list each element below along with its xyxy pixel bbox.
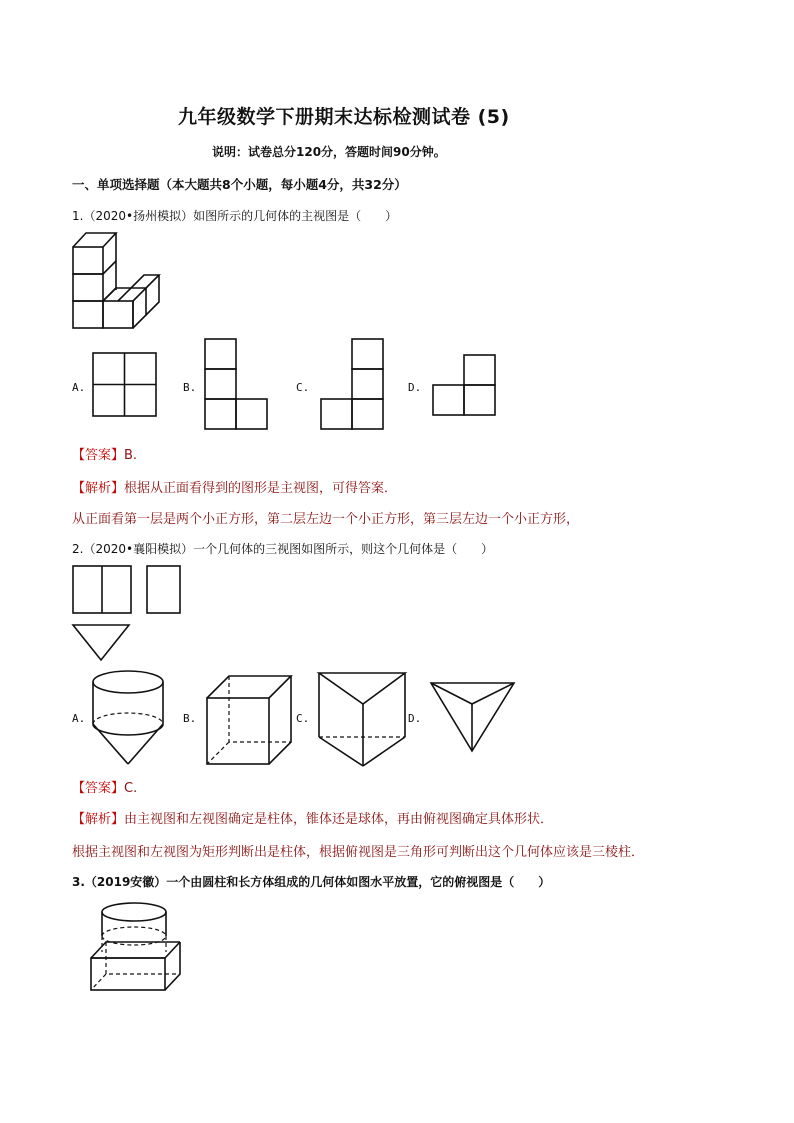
q2-analysis-text: 由主视图和左视图确定是柱体，锥体还是球体，再由俯视图确定具体形状． [124,812,554,827]
q2-side-view [146,565,182,615]
q1-option-d-label: D. [408,381,422,394]
q1-analysis-text: 根据从正面看得到的图形是主视图，可得答案． [124,481,398,496]
q1-detail: 从正面看第一层是两个小正方形，第二层左边一个小正方形，第三层左边一个小正方形， [72,512,580,527]
q1-option-b-label: B. [183,381,197,394]
q3-stem: 3.（2019安徽）一个由圆柱和长方体组成的几何体如图水平放置，它的俯视图是（ ） [72,875,551,889]
q1-option-c-figure [320,338,386,431]
exam-note: 说明：试卷总分120分，答题时间90分钟。 [212,145,446,159]
q1-answer-value: B. [124,448,138,463]
q2-analysis-tag: 【解析】 [72,812,125,827]
q2-option-c-label: C. [296,712,310,725]
q1-answer [72,444,137,463]
q1-option-a-figure [92,352,158,418]
q2-option-a-label: A. [72,712,86,725]
q2-option-a-figure [90,668,170,768]
q1-option-d-figure [432,354,498,418]
q2-top-view [72,623,132,663]
q1-option-c-label: C. [296,381,310,394]
q1-solid-figure [70,230,170,330]
q2-front-view [72,565,134,615]
q1-analysis [72,477,397,496]
q2-detail: 根据主视图和左视图为矩形判断出是柱体，根据俯视图是三角形可判断出这个几何体应该是三棱柱． [72,845,645,860]
q2-answer-value: C. [124,781,138,796]
q2-answer [72,777,137,796]
q2-option-b-figure [204,674,294,768]
q1-answer-tag: 【答案】 [72,448,125,463]
q2-option-c-figure [316,670,410,770]
q1-option-a-label: A. [72,381,86,394]
q1-option-b-figure [204,338,270,431]
q2-option-b-label: B. [183,712,197,725]
q1-analysis-tag: 【解析】 [72,481,125,496]
q2-analysis [72,808,553,827]
q2-option-d-figure [428,676,518,756]
page-title: 九年级数学下册期末达标检测试卷 (5) [178,106,510,128]
q1-stem: 1.（2020•扬州模拟）如图所示的几何体的主视图是（ ） [72,209,398,223]
q3-solid-figure [88,898,184,994]
section-heading: 一、单项选择题（本大题共8个小题，每小题4分，共32分） [72,177,407,192]
q2-stem: 2.（2020•襄阳模拟）一个几何体的三视图如图所示，则这个几何体是（ ） [72,542,494,556]
q2-option-d-label: D. [408,712,422,725]
q2-answer-tag: 【答案】 [72,781,125,796]
